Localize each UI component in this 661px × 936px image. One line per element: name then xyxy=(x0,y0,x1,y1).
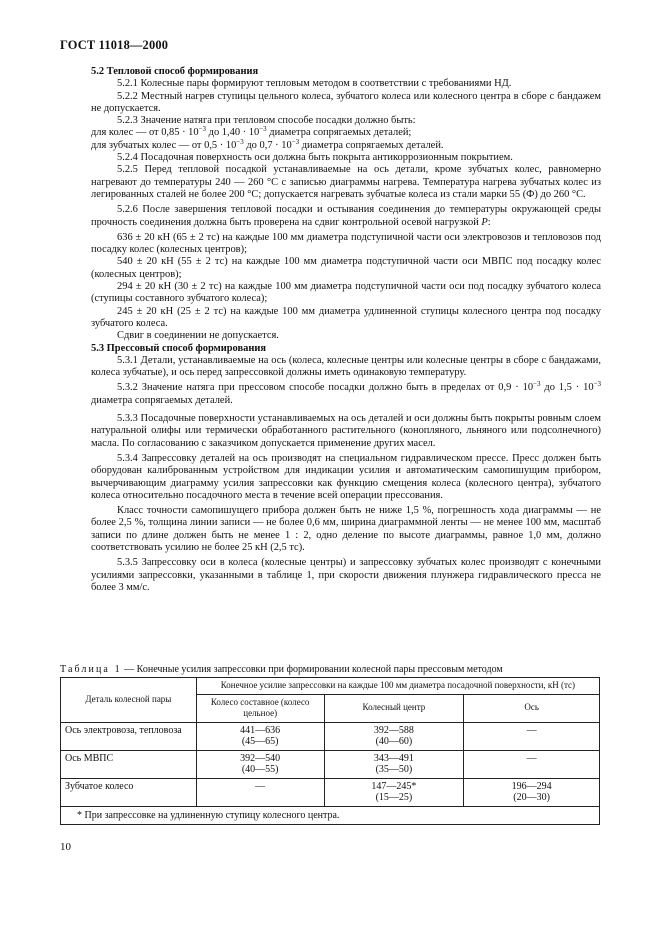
table-row: Ось электровоза, тепловоза 441—636 (45—65) 392—588 (40—60) — xyxy=(61,722,600,750)
para-5-2-3-gears: для зубчатых колес — от $0,5 \cdot 10^{-3}$ до $0,7 \cdot 10^{-3}$ диаметра сопрягаемых деталей. xyxy=(91,137,444,151)
para-5-2-3: 5.2.3 Значение натяга при тепловом способе посадки должно быть: xyxy=(117,115,416,127)
load-item-3: 294 ± 20 кН (30 ± 2 тс) на каждые 100 мм диаметра подступичной части оси под посадку зубчатого колеса (ступицы составного зубчатого колеса); xyxy=(91,281,601,305)
para-5-2-3-wheels: для колес — от $0,85 \cdot 10^{-3}$ до $1,40 \cdot 10^{-3}$ диаметра сопрягаемых деталей; xyxy=(91,125,412,139)
col-header-center: Колесный центр xyxy=(324,694,464,722)
body-text xyxy=(91,66,601,594)
para-5-3-3: 5.3.3 Посадочные поверхности устанавливаемых на ось деталей и оси должны быть покрыты ровным слоем натуральной олифы или термически обработанного растительного (конопляного, льняного или подсолнечного) масла. По согласованию с заказчиком допускается применение других масел. xyxy=(91,413,601,449)
para-5-2-4: 5.2.4 Посадочная поверхность оси должна быть покрыта антикоррозионным покрытием. xyxy=(117,152,513,164)
pressing-force-table xyxy=(60,677,600,825)
para-5-3-4-accuracy: Класс точности самопишущего прибора должен быть не ниже 1,5 %, погрешность хода диаграммы — не более 2,5 %, толщина линии записи — не более 0,6 мм, ширина диаграммной ленты — не менее 100 мм, масштаб записи по длине должен быть не менее 1 : 2, одно деление по высоте диаграммы, равное 1,0 мм, должно соответствовать усилию не более 25 кН (2,5 тс). xyxy=(91,505,601,553)
table-row: Зубчатое колесо — 147—245* (15—25) 196—294 (20—30) xyxy=(61,778,600,806)
col-header-group: Конечное усилие запрессовки на каждые 100 мм диаметра посадочной поверхности, кН (тс) xyxy=(196,678,599,695)
col-header-axle: Ось xyxy=(464,694,600,722)
running-header: ГОСТ 11018—2000 xyxy=(60,38,169,52)
para-5-3-1: 5.3.1 Детали, устанавливаемые на ось (колеса, колесные центры или колесные центры в сборе с бандажами, колеса зубчатые), и ось перед запрессовкой должны иметь одинаковую температуру. xyxy=(91,354,601,379)
load-item-1: 636 ± 20 кН (65 ± 2 тс) на каждые 100 мм диаметра подступичной части оси электровозов и тепловозов под посадку колес (колесных центров); xyxy=(91,231,601,256)
para-5-3-2: 5.3.2 Значение натяга при прессовом способе посадки должно быть в пределах от $0,9 \cdot 10^{-3}$ до $1,5 \cdot 10^{-3}$ диаметра сопрягаемых деталей. xyxy=(91,380,601,406)
table-caption: Таблица 1 — Конечные усилия запрессовки при формировании колесной пары прессовым методом xyxy=(60,664,503,675)
table-row: Ось МВПС 392—540 (40—55) 343—491 (35—50) — xyxy=(61,750,600,778)
section-5-3-title xyxy=(91,343,601,355)
para-5-3-5: 5.3.5 Запрессовку оси в колеса (колесные центры) и запрессовку зубчатых колес производят с конечными усилиями запрессовки, указанными в таблице 1, при скорости движения плунжера гидравлического пресса не более 3 мм/с. xyxy=(91,557,601,593)
page-number: 10 xyxy=(60,841,71,853)
section-5-2-title-text: 5.2 Тепловой способ формирования xyxy=(91,66,259,77)
para-5-2-6: 5.2.6 После завершения тепловой посадки и остывания соединения до температуры окружающей среды прочность соединения должна быть проверена на сдвиг контрольной осевой нагрузкой P: xyxy=(91,204,601,228)
col-header-wheel: Колесо составное (колесо цельное) xyxy=(196,694,324,722)
para-5-3-4: 5.3.4 Запрессовку деталей на ось производят на специальном гидравлическом прессе. Пресс должен быть оборудован калиброванным устройством для индикации усилия и автоматическим самопишущим прибором, вычерчивающим диаграмму усилия запрессовки как функцию смещения колеса (колесного центра), зубчатого колеса относительно посадочного места в течение всей операции прессования. xyxy=(91,452,601,501)
para-5-2-2: 5.2.2 Местный нагрев ступицы цельного колеса, зубчатого колеса или колесного центра в сборе с бандажем не допускается. xyxy=(91,90,601,114)
load-item-2: 540 ± 20 кН (55 ± 2 тс) на каждые 100 мм диаметра подступичной части оси МВПС под посадку колес (колесных центров); xyxy=(91,256,601,280)
section-5-3-title-text: 5.3 Прессовый способ формирования xyxy=(91,342,267,354)
no-shift-note: Сдвиг в соединении не допускается. xyxy=(117,330,279,342)
section-5-2-title xyxy=(91,66,601,78)
table-footnote: * При запрессовке на удлиненную ступицу колесного центра. xyxy=(61,806,600,825)
para-5-2-5: 5.2.5 Перед тепловой посадкой устанавливаемые на ось детали, кроме зубчатых колес, равномерно нагревают до температуры 240 — 260 °С с записью диаграммы нагрева. Температура нагрева зубчатых колес из легированных сталей не более 200 °С; допускается нагревать зубчатые колеса из стали марки 55 (Ф) до 260 °С. xyxy=(91,164,601,200)
col-header-part: Деталь колесной пары xyxy=(61,678,197,723)
para-5-2-1: 5.2.1 Колесные пары формируют тепловым методом в соответствии с требованиями НД. xyxy=(117,78,512,90)
load-item-4: 245 ± 20 кН (25 ± 2 тс) на каждые 100 мм диаметра удлиненной ступицы колесного центра под посадку зубчатого колеса. xyxy=(91,305,601,329)
